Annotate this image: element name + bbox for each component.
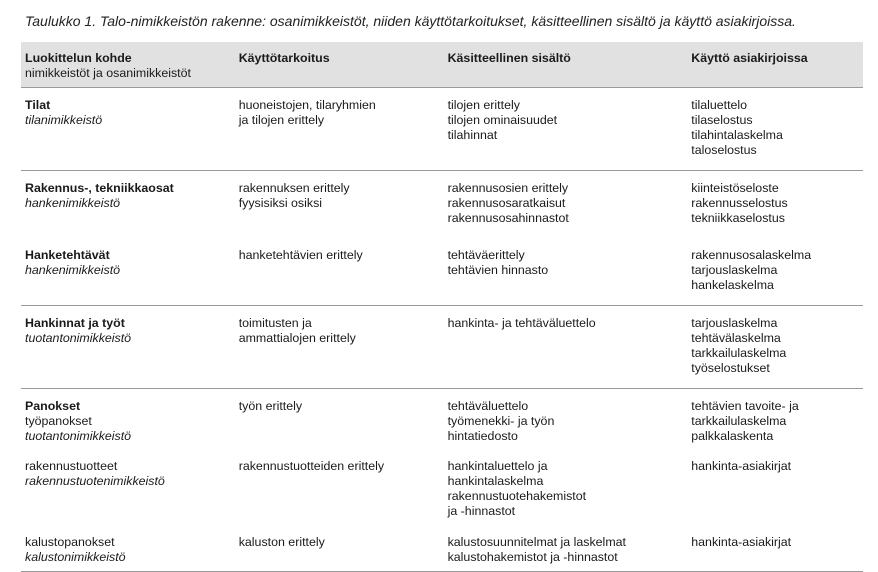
header-document-usage: Käyttö asiakirjoissa: [687, 42, 863, 88]
purpose-line: fyysisiksi osiksi: [238, 196, 323, 210]
purpose-line: hanketehtävien erittely: [238, 248, 363, 262]
nomenclature-name: tilanimikkeistö: [25, 113, 103, 127]
document-usage-cell: [687, 535, 863, 572]
purpose-line: kaluston erittely: [238, 535, 325, 549]
object-name: Tilat: [25, 98, 51, 112]
classification-object-cell: [21, 389, 235, 460]
object-name: Hankinnat ja työt: [25, 316, 125, 330]
document-line: työselostukset: [691, 361, 770, 375]
content-line: rakennusosahinnastot: [447, 211, 569, 225]
content-line: tehtäväerittely: [447, 248, 525, 262]
object-subname: kalustopanokset: [25, 535, 115, 549]
content-cell: [444, 238, 688, 306]
content-cell: [444, 171, 688, 239]
table-row: [21, 88, 863, 171]
content-line: ja -hinnastot: [447, 504, 516, 518]
purpose-cell: [235, 535, 444, 572]
document-line: tarjouslaskelma: [691, 263, 778, 277]
document-usage-cell: [687, 389, 863, 460]
document-line: hankinta-asiakirjat: [691, 459, 792, 473]
content-line: tilahinnat: [447, 128, 498, 142]
content-line: tehtäväluettelo: [447, 399, 529, 413]
content-line: kalustosuunnitelmat ja laskelmat: [447, 535, 626, 549]
object-name: Rakennus-, tekniikkaosat: [25, 181, 174, 195]
document-usage-cell: [687, 171, 863, 239]
table-row: [21, 459, 863, 535]
document-usage-cell: [687, 88, 863, 171]
document-usage-cell: [687, 238, 863, 306]
purpose-cell: [235, 238, 444, 306]
nomenclature-name: tuotantonimikkeistö: [25, 429, 132, 443]
document-usage-cell: [687, 459, 863, 535]
document-line: tarkkailulaskelma: [691, 414, 787, 428]
nomenclature-name: hankenimikkeistö: [25, 263, 121, 277]
content-line: rakennusosien erittely: [447, 181, 569, 195]
table-caption: Taulukko 1. Talo-nimikkeistön rakenne: osanimikkeistöt, niiden käyttötarkoitukset, käsitteellinen sisältö ja käyttö asiakirjoissa.: [25, 13, 796, 29]
document-line: rakennusselostus: [691, 196, 788, 210]
document-line: kiinteistöseloste: [691, 181, 779, 195]
classification-object-cell: [21, 306, 235, 389]
content-cell: [444, 535, 688, 572]
classification-object-cell: [21, 238, 235, 306]
document-line: tilahintalaskelma: [691, 128, 783, 142]
purpose-line: työn erittely: [238, 399, 303, 413]
content-line: tilojen ominaisuudet: [447, 113, 558, 127]
header-purpose: Käyttötarkoitus: [235, 42, 444, 88]
purpose-line: huoneistojen, tilaryhmien: [238, 98, 376, 112]
content-line: hankintaluettelo ja: [447, 459, 548, 473]
document-usage-cell: [687, 306, 863, 389]
content-line: tehtävien hinnasto: [447, 263, 549, 277]
content-line: työmenekki- ja työn: [447, 414, 555, 428]
object-subname: rakennustuotteet: [25, 459, 118, 473]
table-row: [21, 171, 863, 239]
classification-object-cell: [21, 535, 235, 572]
header-col1-sublabel: nimikkeistöt ja osanimikkeistöt: [25, 66, 191, 80]
document-line: tilaluettelo: [691, 98, 748, 112]
document-line: rakennusosalaskelma: [691, 248, 812, 262]
nomenclature-table: [21, 42, 863, 572]
nomenclature-name: rakennustuotenimikkeistö: [25, 474, 165, 488]
header-conceptual-content: Käsitteellinen sisältö: [444, 42, 688, 88]
purpose-cell: [235, 88, 444, 171]
content-line: hankinta- ja tehtäväluettelo: [447, 316, 596, 330]
document-line: tarkkailulaskelma: [691, 346, 787, 360]
header-classification-object: [21, 42, 235, 88]
nomenclature-name: kalustonimikkeistö: [25, 550, 126, 564]
header-row: [21, 42, 863, 88]
content-line: tilojen erittely: [447, 98, 520, 112]
document-line: palkkalaskenta: [691, 429, 774, 443]
document-line: hankelaskelma: [691, 278, 774, 292]
content-line: rakennusosaratkaisut: [447, 196, 566, 210]
table-row: [21, 306, 863, 389]
purpose-line: ammattialojen erittely: [238, 331, 356, 345]
purpose-line: toimitusten ja: [238, 316, 312, 330]
object-name: Panokset: [25, 399, 81, 413]
content-line: rakennustuotehakemistot: [447, 489, 587, 503]
classification-object-cell: [21, 88, 235, 171]
document-line: tehtävälaskelma: [691, 331, 781, 345]
content-line: hintatiedosto: [447, 429, 518, 443]
purpose-cell: [235, 171, 444, 239]
purpose-cell: [235, 306, 444, 389]
document-line: taloselostus: [691, 143, 757, 157]
object-subname: työpanokset: [25, 414, 92, 428]
content-line: kalustohakemistot ja -hinnastot: [447, 550, 618, 564]
table-row: [21, 238, 863, 306]
content-cell: [444, 88, 688, 171]
classification-object-cell: [21, 171, 235, 239]
table-row: [21, 535, 863, 572]
object-name: Hanketehtävät: [25, 248, 110, 262]
purpose-line: ja tilojen erittely: [238, 113, 325, 127]
purpose-line: rakennuksen erittely: [238, 181, 350, 195]
content-line: hankintalaskelma: [447, 474, 544, 488]
classification-object-cell: [21, 459, 235, 535]
nomenclature-name: tuotantonimikkeistö: [25, 331, 132, 345]
document-line: hankinta-asiakirjat: [691, 535, 792, 549]
table-row: [21, 389, 863, 460]
purpose-cell: [235, 389, 444, 460]
nomenclature-name: hankenimikkeistö: [25, 196, 121, 210]
document-line: tarjouslaskelma: [691, 316, 778, 330]
document-line: tilaselostus: [691, 113, 753, 127]
purpose-line: rakennustuotteiden erittely: [238, 459, 385, 473]
header-col1-label: Luokittelun kohde: [25, 51, 132, 65]
document-line: tehtävien tavoite- ja: [691, 399, 799, 413]
document-line: tekniikkaselostus: [691, 211, 785, 225]
content-cell: [444, 389, 688, 460]
purpose-cell: [235, 459, 444, 535]
content-cell: [444, 306, 688, 389]
content-cell: [444, 459, 688, 535]
